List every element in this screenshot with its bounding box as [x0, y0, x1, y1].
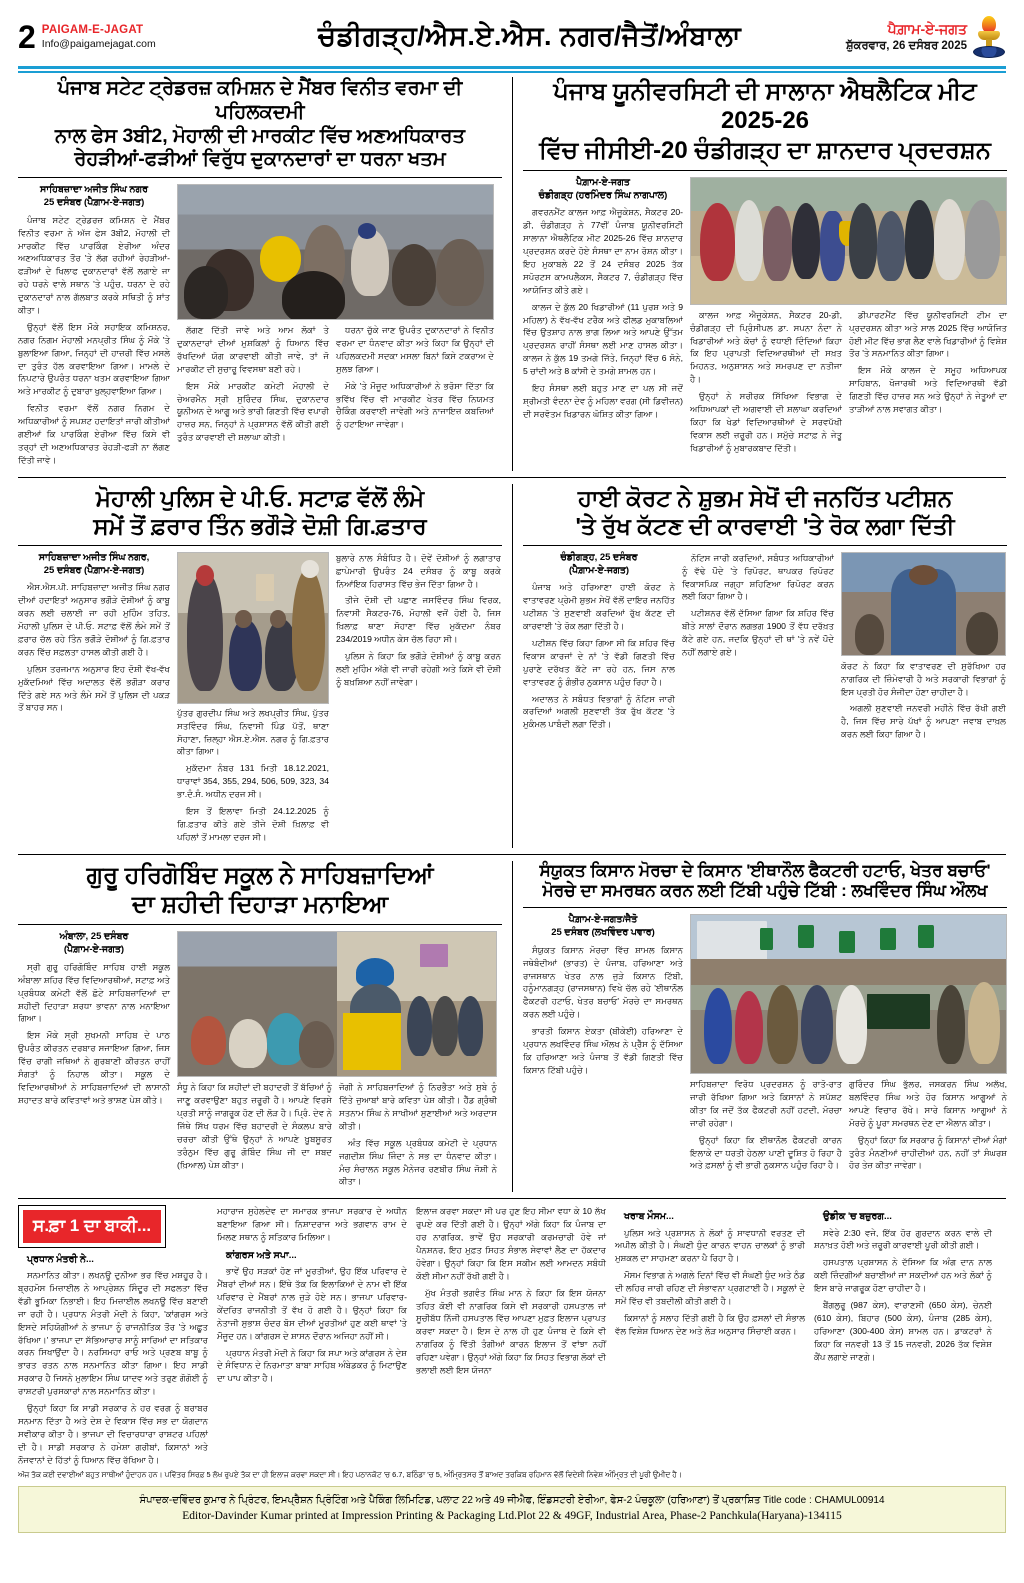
story2-photo	[690, 177, 1007, 305]
paragraph: ਪੁਲਿਸ ਤਰਜਮਾਨ ਅਨੁਸਾਰ ਇਹ ਦੋਸ਼ੀ ਵੱਖ-ਵੱਖ ਮੁਕੱਦਮਿਆਂ ਵਿੱਚ ਅਦਾਲਤ ਵੱਲੋਂ ਭਗੌੜਾ ਕਰਾਰ ਦਿੱਤੇ ਗਏ ਸਨ ਅਤੇ ਲੰਮੇ ਸਮੇਂ ਤੋਂ ਪੁਲਿਸ ਦੀ ਪਕੜ ਤੋਂ ਬਾਹਰ ਸਨ।	[18, 663, 170, 713]
paragraph: ਤੀਜੇ ਦੋਸ਼ੀ ਦੀ ਪਛਾਣ ਜਸਵਿੰਦਰ ਸਿੰਘ ਵਿਰਕ, ਨਿਵਾਸੀ ਸੈਕਟਰ-76, ਮੋਹਾਲੀ ਵਜੋਂ ਹੋਈ ਹੈ, ਜਿਸ ਖ਼ਿਲਾਫ਼ ਥਾਣਾ ਸੋਹਾਣਾ ਵਿੱਚ ਮੁਕੱਦਮਾ ਨੰਬਰ 234/2019 ਅਧੀਨ ਕੇਸ ਚੱਲ ਰਿਹਾ ਸੀ।	[336, 595, 501, 645]
story6-headline-line2: ਮੋਰਚੇ ਦਾ ਸਮਰਥਨ ਕਰਨ ਲਈ ਟਿੱਬੀ ਪਹੁੰਚੇ ਟਿੱਬੀ : ਲਖਵਿੰਦਰ ਸਿੰਘ ਔਲਖ	[542, 881, 988, 901]
story6-col2	[690, 1078, 842, 1176]
contact-email: Info@paigamejagat.com	[41, 37, 156, 50]
imprint-english: Editor-Davinder Kumar printed at Impression Printing & Packaging Ltd.Plot 22 & 49GF, Industrial Area, Phase-2 Panchkula(Haryana)-134115	[182, 1510, 842, 1523]
paragraph: ਸ੍ਰੀ ਗੁਰੂ ਹਰਿਗੋਬਿੰਦ ਸਾਹਿਬ ਹਾਈ ਸਕੂਲ ਅੰਬਾਲਾ ਸ਼ਹਿਰ ਵਿੱਚ ਵਿਦਿਆਰਥੀਆਂ, ਸਟਾਫ਼ ਅਤੇ ਪ੍ਰਬੰਧਕ ਕਮੇਟੀ ਵੱਲੋਂ ਛੋਟੇ ਸਾਹਿਬਜ਼ਾਦਿਆਂ ਦਾ ਸ਼ਹੀਦੀ ਦਿਹਾੜਾ ਸ਼ਰਧਾ ਭਾਵਨਾ ਨਾਲ ਮਨਾਇਆ ਗਿਆ।	[18, 961, 170, 1024]
paragraph: ਉਨ੍ਹਾਂ ਕਿਹਾ ਕਿ ਈਥਾਨੌਲ ਫੈਕਟਰੀ ਕਾਰਨ ਇਲਾਕੇ ਦਾ ਧਰਤੀ ਹੇਠਲਾ ਪਾਣੀ ਦੂਸ਼ਿਤ ਹੋ ਰਿਹਾ ਹੈ ਅਤੇ ਫ਼ਸਲਾਂ ਨੂੰ ਵੀ ਭਾਰੀ ਨੁਕਸਾਨ ਪਹੁੰਚ ਰਿਹਾ ਹੈ।	[690, 1134, 842, 1171]
paragraph: ਸਾਹਿਬਜ਼ਾਦਾ ਵਿਰੋਧ ਪ੍ਰਦਰਸ਼ਨ ਨੂੰ ਰਾਤੋ-ਰਾਤ ਜਾਰੀ ਰੱਖਿਆ ਗਿਆ ਅਤੇ ਕਿਸਾਨਾਂ ਨੇ ਸਪੱਸ਼ਟ ਕੀਤਾ ਕਿ ਜਦੋਂ ਤੱਕ ਫੈਕਟਰੀ ਨਹੀਂ ਹਟਦੀ, ਮੋਰਚਾ ਜਾਰੀ ਰਹੇਗਾ।	[690, 1079, 842, 1128]
brand-name-en: PAIGAM-E-JAGAT	[41, 24, 144, 37]
story1-col2	[177, 324, 329, 448]
section-title: ਚੰਡੀਗੜ੍ਹ/ਐਸ.ਏ.ਐਸ. ਨਗਰ/ਜੈਤੋਂ/ਅੰਬਾਲਾ	[317, 21, 742, 51]
jump-col-2	[217, 1205, 407, 1470]
paragraph: ਉਨ੍ਹਾਂ ਕਿਹਾ ਕਿ ਸਾਡੀ ਸਰਕਾਰ ਨੇ ਹਰ ਵਰਗ ਨੂੰ ਬਰਾਬਰ ਸਨਮਾਨ ਦਿੱਤਾ ਹੈ ਅਤੇ ਦੇਸ਼ ਦੇ ਵਿਕਾਸ ਵਿੱਚ ਸਭ ਦਾ ਯੋਗਦਾਨ ਸਵੀਕਾਰ ਕੀਤਾ ਹੈ। ਭਾਜਪਾ ਦੀ ਵਿਚਾਰਧਾਰਾ ਰਾਸ਼ਟਰ ਪਹਿਲਾਂ ਦੀ ਹੈ। ਸਾਡੀ ਸਰਕਾਰ ਨੇ ਹਮੇਸ਼ਾ ਗਰੀਬਾਂ, ਕਿਸਾਨਾਂ ਅਤੇ ਨੌਜਵਾਨਾਂ ਦੇ ਹਿੱਤਾਂ ਨੂੰ ਧਿਆਨ ਵਿੱਚ ਰੱਖਿਆ ਹੈ।	[18, 1402, 208, 1465]
story1-body	[18, 184, 502, 471]
paragraph: ਐਸ.ਐਸ.ਪੀ. ਸਾਹਿਬਜ਼ਾਦਾ ਅਜੀਤ ਸਿੰਘ ਨਗਰ ਦੀਆਂ ਹਦਾਇਤਾਂ ਅਨੁਸਾਰ ਭਗੌੜੇ ਦੋਸ਼ੀਆਂ ਨੂੰ ਕਾਬੂ ਕਰਨ ਲਈ ਚਲਾਈ ਜਾ ਰਹੀ ਮੁਹਿੰਮ ਤਹਿਤ, ਮੋਹਾਲੀ ਪੁਲਿਸ ਦੇ ਪੀ.ਓ. ਸਟਾਫ਼ ਵੱਲੋਂ ਲੰਮੇ ਸਮੇਂ ਤੋਂ ਫ਼ਰਾਰ ਚੱਲ ਰਹੇ ਤਿੰਨ ਭਗੌੜੇ ਦੋਸ਼ੀਆਂ ਨੂੰ ਗਿ.ਫ਼ਤਾਰ ਕਰਨ ਵਿੱਚ ਸਫ਼ਲਤਾ ਹਾਸਲ ਕੀਤੀ ਗਈ ਹੈ।	[18, 582, 170, 657]
paragraph: ਜੋਗੀ ਨੇ ਸਾਹਿਬਜ਼ਾਦਿਆਂ ਨੂੰ ਨਿਰਭੈਤਾ ਅਤੇ ਸੁਬੇ ਨੂੰ ਦਿੱਤੇ ਜੁਆਬਾਂ ਬਾਰੇ ਕਵਿਤਾ ਪੇਸ਼ ਕੀਤੀ। ਹੈੱਡ ਗ੍ਰੰਥੀ ਸਤਨਾਮ ਸਿੰਘ ਨੇ ਸਾਖੀਆਂ ਸੁਣਾਈਆਂ ਅਤੇ ਅਰਦਾਸ ਕੀਤੀ।	[339, 1082, 497, 1131]
torch-logo-icon	[972, 16, 1006, 58]
paragraph: ਪੁੱਤਰ ਗੁਰਦੀਪ ਸਿੰਘ ਅਤੇ ਲਖਪ੍ਰੀਤ ਸਿੰਘ, ਪੁੱਤਰ ਸਤਵਿੰਦਰ ਸਿੰਘ, ਨਿਵਾਸੀ ਪਿੰਡ ਪੱਤੋਂ, ਥਾਣਾ ਸੋਹਾਣਾ, ਜ਼ਿਲ੍ਹਾ ਐਸ.ਏ.ਐਸ. ਨਗਰ ਨੂੰ ਗਿ.ਫ਼ਤਾਰ ਕੀਤਾ ਗਿਆ।	[177, 707, 329, 757]
masthead-right	[791, 16, 1006, 58]
jump-col-1	[18, 1205, 208, 1470]
jump-col-5	[814, 1205, 992, 1470]
paragraph: ਪੁਲਿਸ ਅਤੇ ਪ੍ਰਸ਼ਾਸਨ ਨੇ ਲੋਕਾਂ ਨੂੰ ਸਾਵਧਾਨੀ ਵਰਤਣ ਦੀ ਅਪੀਲ ਕੀਤੀ ਹੈ। ਸੰਘਣੀ ਧੁੰਦ ਕਾਰਨ ਵਾਹਨ ਚਾਲਕਾਂ ਨੂੰ ਭਾਰੀ ਮੁਸ਼ਕਲ ਦਾ ਸਾਹਮਣਾ ਕਰਨਾ ਪੈ ਰਿਹਾ ਹੈ।	[615, 1227, 805, 1264]
row-divider-2	[18, 854, 1006, 855]
paragraph: ਪਟੀਸ਼ਨਰ ਵੱਲੋਂ ਦੱਸਿਆ ਗਿਆ ਕਿ ਸ਼ਹਿਰ ਵਿੱਚ ਬੀਤੇ ਸਾਲਾਂ ਦੌਰਾਨ ਲਗਭਗ 1900 ਤੋਂ ਵੱਧ ਦਰੱਖ਼ਤ ਕੱਟੇ ਗਏ ਹਨ, ਜਦਕਿ ਉਨ੍ਹਾਂ ਦੀ ਥਾਂ 'ਤੇ ਨਵੇਂ ਪੌਦੇ ਨਹੀਂ ਲਗਾਏ ਗਏ।	[682, 608, 834, 657]
jump-last-line: ਅੱਜ ਤੱਕ ਕਈ ਦਵਾਈਆਂ ਬਹੁਤ ਸਾਥੀਆਂ ਹੁੰਦਾਹਨ ਹਨ। ਪਵਿੱਤਰ ਸਿਰਫ਼ 5 ਲੱਖ ਰੁਪਏ ਤੱਕ ਦਾ ਹੀ ਇਲਾਜ ਕਰਵਾ ਸਕਦਾ ਸੀ। ਇਹ ਪਠਾਨਕੋਟ 'ਚ 6.7, ਬਠਿੰਡਾ 'ਚ 5, ਅੰਮ੍ਰਿਤਸਰ ਤੋਂ ਬਾਅਦ ਤਰਕਿਬ ਰਹਿਮਾਨ ਵੱਲੋਂ ਵਿਦੇਸ਼ੀ ਨਿਵੇਸ਼ ਅੰਮ੍ਰਿਤ ਦੀ ਪੂਰੀ ਉਮੀਦ ਹੈ।	[18, 1470, 682, 1480]
story2-headline-line2: ਵਿੱਚ ਜੀਸੀਈ-20 ਚੰਡੀਗੜ੍ਹ ਦਾ ਸ਼ਾਨਦਾਰ ਪ੍ਰਦਰਸ਼ਨ	[539, 136, 991, 164]
story3-headline	[18, 484, 502, 540]
column-divider	[512, 861, 513, 1193]
paragraph: ਇਹ ਸੰਸਥਾ ਲਈ ਬਹੁਤ ਮਾਣ ਦਾ ਪਲ ਸੀ ਜਦੋਂ ਸ਼੍ਰੀਮਤੀ ਵੰਦਨਾ ਦੇਵ ਨੂੰ ਮਹਿਲਾ ਵਰਗ (ਸੀ ਡਿਵੀਜ਼ਨ) ਦੀ ਸਰਵੋਤਮ ਖਿਡਾਰਨ ਘੋਸ਼ਿਤ ਕੀਤਾ ਗਿਆ।	[523, 383, 683, 419]
story3-byline: ਸਾਹਿਬਜ਼ਾਦਾ ਅਜੀਤ ਸਿੰਘ ਨਗਰ, 25 ਦਸੰਬਰ (ਪੈਗ਼ਾਮ-ਏ-ਜਗਤ)	[38, 551, 150, 576]
jump-col-3	[416, 1205, 606, 1470]
story2-headline	[523, 77, 1007, 165]
story4-headline-line1: ਹਾਈ ਕੋਰਟ ਨੇ ਸ਼ੁਭਮ ਸੇਖੋਂ ਦੀ ਜਨਹਿੱਤ ਪਟੀਸ਼ਨ	[577, 484, 953, 511]
story6-headline	[523, 861, 1007, 902]
story6-col1	[523, 914, 683, 1176]
story5-headline-line2: ਦਾ ਸ਼ਹੀਦੀ ਦਿਹਾੜਾ ਮਨਾਇਆ	[131, 890, 389, 918]
story3-col2	[177, 552, 329, 848]
paragraph: ਮਹਾਰਾਜ ਸੁਹੇਲਦੇਵ ਦਾ ਸਮਾਰਕ ਭਾਜਪਾ ਸਰਕਾਰ ਦੇ ਅਧੀਨ ਬਣਾਇਆ ਗਿਆ ਸੀ। ਨਿਸ਼ਾਦਰਾਜ ਅਤੇ ਭਗਵਾਨ ਰਾਮ ਦੇ ਮਿਲਣ ਸਥਾਨ ਨੂੰ ਸਤਿਕਾਰ ਮਿਲਿਆ।	[217, 1206, 407, 1243]
story5-photo-and-text	[177, 931, 497, 1192]
story-traders-commission	[18, 77, 502, 471]
paragraph: ਸਨਮਾਨਿਤ ਕੀਤਾ। ਲਖਨਊ ਦੁਨੀਆ ਭਰ ਵਿੱਚ ਮਸ਼ਹੂਰ ਹੈ। ਬ੍ਰਹਮੋਸ ਮਿਜ਼ਾਈਲ ਨੇ ਆਪ੍ਰੇਸ਼ਨ ਸਿੰਦੂਰ ਦੀ ਸਫਲਤਾ ਵਿੱਚ ਵੱਡੀ ਭੂਮਿਕਾ ਨਿਭਾਈ। ਇਹ ਮਿਜ਼ਾਈਲ ਲਖਨਊ ਵਿੱਚ ਬਣਾਈ ਜਾ ਰਹੀ ਹੈ। ਪ੍ਰਧਾਨ ਮੰਤਰੀ ਮੋਦੀ ਨੇ ਕਿਹਾ, 'ਕਾਂਗਰਸ ਅਤੇ ਇਸਦੇ ਸਹਿਯੋਗੀਆਂ ਨੇ ਭਾਜਪਾ ਨੂੰ ਰਾਜਨੀਤਿਕ ਤੌਰ 'ਤੇ ਅਛੂਤ ਰੱਖਿਆ।' ਭਾਜਪਾ ਦਾ ਸੱਭਿਆਚਾਰ ਸਾਨੂੰ ਸਾਰਿਆਂ ਦਾ ਸਤਿਕਾਰ ਕਰਨ ਸਿਖਾਉਂਦਾ ਹੈ। ਨਰਸਿਮਹਾ ਰਾਓ ਅਤੇ ਪ੍ਰਣਬ ਬਾਬੂ ਨੂੰ ਭਾਰਤ ਰਤਨ ਨਾਲ ਸਨਮਾਨਿਤ ਕੀਤਾ ਗਿਆ। ਇਹ ਸਾਡੀ ਸਰਕਾਰ ਹੈ ਜਿਸਨੇ ਮੁਲਾਇਮ ਸਿੰਘ ਯਾਦਵ ਅਤੇ ਤਰੁਣ ਗੋਗੋਈ ਨੂੰ ਰਾਸ਼ਟਰੀ ਪੁਰਸਕਾਰਾਂ ਨਾਲ ਸਨਮਾਨਿਤ ਕੀਤਾ।	[18, 1270, 208, 1397]
paragraph: ਧਰਨਾ ਚੁੱਕੇ ਜਾਣ ਉਪਰੰਤ ਦੁਕਾਨਦਾਰਾਂ ਨੇ ਵਿਨੀਤ ਵਰਮਾ ਦਾ ਧੰਨਵਾਦ ਕੀਤਾ ਅਤੇ ਕਿਹਾ ਕਿ ਉਨ੍ਹਾਂ ਦੀ ਪਹਿਲਕਦਮੀ ਸਦਕਾ ਮਸਲਾ ਬਿਨਾਂ ਕਿਸੇ ਟਕਰਾਅ ਦੇ ਸੁਲਝ ਗਿਆ।	[336, 325, 494, 374]
jump-subhead-2: ਕਾਂਗਰਸ ਅਤੇ ਸਪਾ...	[226, 1250, 297, 1261]
header-rule-bottom	[18, 71, 1006, 73]
story1-photo-and-text	[177, 184, 494, 471]
story4-col1	[523, 552, 675, 745]
paragraph: ਸੰਧੂ ਨੇ ਕਿਹਾ ਕਿ ਸ਼ਹੀਦਾਂ ਦੀ ਬਹਾਦਰੀ ਤੋਂ ਬੱਚਿਆਂ ਨੂੰ ਜਾਣੂ ਕਰਵਾਉਣਾ ਬਹੁਤ ਜ਼ਰੂਰੀ ਹੈ। ਆਪਣੇ ਵਿਰਸੇ ਪ੍ਰਤੀ ਸਾਨੂੰ ਜਾਗਰੂਕ ਹੋਣ ਦੀ ਲੋੜ ਹੈ। ਪ੍ਰਿੰ. ਦੇਵ ਨੇ ਜਿੱਥੇ ਸਿੱਖ ਧਰਮ ਵਿੱਚ ਬਹਾਦਰੀ ਦੇ ਸੰਕਲਪ ਬਾਰੇ ਚਰਚਾ ਕੀਤੀ ਉੱਥੇ ਉਨ੍ਹਾਂ ਨੇ ਆਪਣੇ ਖ਼ੂਬਸੂਰਤ ਤਰੰਨੁਮ ਵਿੱਚ ਗੁਰੂ ਗੋਬਿੰਦ ਸਿੰਘ ਜੀ ਦਾ ਸ਼ਬਦ (ਖ਼ਿਆਲ) ਪੇਸ਼ ਕੀਤਾ।	[177, 1082, 332, 1170]
story6-body	[523, 914, 1007, 1176]
story4-headline-line2: 'ਤੇ ਰੁੱਖ ਕੱਟਣ ਦੀ ਕਾਰਵਾਈ 'ਤੇ ਰੋਕ ਲਗਾ ਦਿੱਤੀ	[575, 512, 955, 539]
paragraph: ਮੁੱਖ ਮੰਤਰੀ ਭਗਵੰਤ ਸਿੰਘ ਮਾਨ ਨੇ ਕਿਹਾ ਕਿ ਇਸ ਯੋਜਨਾ ਤਹਿਤ ਕੋਈ ਵੀ ਨਾਗਰਿਕ ਕਿਸੇ ਵੀ ਸਰਕਾਰੀ ਹਸਪਤਾਲ ਜਾਂ ਸੂਚੀਬੱਧ ਨਿੱਜੀ ਹਸਪਤਾਲ ਵਿੱਚ ਆਪਣਾ ਮੁਫ਼ਤ ਇਲਾਜ ਪ੍ਰਾਪਤ ਕਰਵਾ ਸਕਦਾ ਹੈ। ਇਸ ਦੇ ਨਾਲ ਹੀ ਹੁਣ ਪੰਜਾਬ ਦੇ ਕਿਸੇ ਵੀ ਨਾਗਰਿਕ ਨੂੰ ਵਿੱਤੀ ਤੰਗੀਆਂ ਕਾਰਨ ਇਲਾਜ ਤੋਂ ਵਾਂਝਾ ਨਹੀਂ ਰਹਿਣਾ ਪਵੇਗਾ। ਉਨ੍ਹਾਂ ਅੱਗੇ ਕਿਹਾ ਕਿ ਸਿਹਤ ਵਿਭਾਗ ਲੋਕਾਂ ਦੀ ਭਲਾਈ ਲਈ ਇਸ ਯੋਜਨਾ	[416, 1287, 606, 1376]
paragraph: ਭਾਵੇਂ ਉਹ ਸੜਕਾਂ ਹੋਣ ਜਾਂ ਮੂਰਤੀਆਂ, ਉਹ ਇੱਕ ਪਰਿਵਾਰ ਦੇ ਮੈਂਬਰਾਂ ਦੀਆਂ ਸਨ। ਇੱਥੇ ਤੱਕ ਕਿ ਇਲਾਕਿਆਂ ਦੇ ਨਾਮ ਵੀ ਇੱਕ ਪਰਿਵਾਰ ਦੇ ਮੈਂਬਰਾਂ ਨਾਲ ਜੁੜੇ ਹੋਏ ਸਨ। ਭਾਜਪਾ ਪਰਿਵਾਰ-ਕੇਂਦਰਿਤ ਰਾਜਨੀਤੀ ਤੋਂ ਵੱਖ ਹੋ ਗਈ ਹੈ। ਉਨ੍ਹਾਂ ਕਿਹਾ ਕਿ ਨੇਤਾਜੀ ਸੁਭਾਸ਼ ਚੰਦਰ ਬੋਸ ਦੀਆਂ ਮੂਰਤੀਆਂ ਹੁਣ ਕਈ ਥਾਵਾਂ 'ਤੇ ਮੌਜੂਦ ਹਨ। ਕਾਂਗਰਸ ਦੇ ਸ਼ਾਸਨ ਦੌਰਾਨ ਅਜਿਹਾ ਨਹੀਂ ਸੀ।	[217, 1266, 407, 1341]
column-divider	[512, 77, 513, 471]
paragraph: ਇਸ ਤੋਂ ਇਲਾਵਾ ਮਿਤੀ 24.12.2025 ਨੂੰ ਗਿ.ਫ਼ਤਾਰ ਕੀਤੇ ਗਏ ਤੀਜੇ ਦੋਸ਼ੀ ਖ਼ਿਲਾਫ਼ ਵੀ ਪਹਿਲਾਂ ਤੋਂ ਮਾਮਲਾ ਦਰਜ ਸੀ।	[177, 806, 329, 842]
story5-body	[18, 931, 502, 1192]
paragraph: ਡੀਪਾਰਟਮੈਂਟ ਵਿੱਚ ਯੂਨੀਵਰਸਿਟੀ ਟੀਮ ਦਾ ਪ੍ਰਦਰਸ਼ਨ ਕੀਤਾ ਅਤੇ ਸਾਲ 2025 ਵਿੱਚ ਆਯੋਜਿਤ ਹੋਈ ਮੀਟ ਵਿੱਚ ਭਾਗ ਲੈਣ ਵਾਲੇ ਖਿਡਾਰੀਆਂ ਨੂੰ ਵਿਸ਼ੇਸ਼ ਤੌਰ 'ਤੇ ਸਨਮਾਨਿਤ ਕੀਤਾ ਗਿਆ।	[849, 309, 1007, 359]
story1-col3	[336, 324, 494, 448]
paragraph: ਇਸ ਮੌਕੇ ਕਾਲਜ ਦੇ ਸਮੂਹ ਅਧਿਆਪਕ ਸਾਹਿਬਾਨ, ਖੋਜਾਰਥੀ ਅਤੇ ਵਿਦਿਆਰਥੀ ਵੱਡੀ ਗਿਣਤੀ ਵਿੱਚ ਹਾਜ਼ਰ ਸਨ ਅਤੇ ਉਨ੍ਹਾਂ ਨੇ ਜੇਤੂਆਂ ਦਾ ਤਾੜੀਆਂ ਨਾਲ ਸਵਾਗਤ ਕੀਤਾ।	[849, 365, 1007, 415]
paragraph: ਕਾਲਜ ਦੇ ਕੁੱਲ 20 ਖਿਡਾਰੀਆਂ (11 ਪੁਰਸ਼ ਅਤੇ 9 ਮਹਿਲਾ) ਨੇ ਵੱਖ-ਵੱਖ ਟਰੈਕ ਅਤੇ ਫੀਲਡ ਮੁਕਾਬਲਿਆਂ ਵਿੱਚ ਉਤਸ਼ਾਹ ਨਾਲ ਭਾਗ ਲਿਆ ਅਤੇ ਆਪਣੇ ਉੱਤਮ ਪ੍ਰਦਰਸ਼ਨ ਰਾਹੀਂ ਸੰਸਥਾ ਲਈ ਮਾਣ ਹਾਸਲ ਕੀਤਾ। ਕਾਲਜ ਨੇ ਕੁੱਲ 19 ਤਮਗੇ ਜਿੱਤੇ, ਜਿਨ੍ਹਾਂ ਵਿੱਚ 6 ਸੋਨੇ, 5 ਚਾਂਦੀ ਅਤੇ 8 ਕਾਂਸੀ ਦੇ ਤਮਗੇ ਸ਼ਾਮਲ ਹਨ।	[523, 301, 683, 377]
paragraph: ਅਦਾਲਤ ਨੇ ਸਬੰਧਤ ਵਿਭਾਗਾਂ ਨੂੰ ਨੋਟਿਸ ਜਾਰੀ ਕਰਦਿਆਂ ਅਗਲੀ ਸੁਣਵਾਈ ਤੱਕ ਰੁੱਖ ਕੱਟਣ 'ਤੇ ਮੁਕੰਮਲ ਪਾਬੰਦੀ ਲਗਾ ਦਿੱਤੀ।	[523, 693, 675, 730]
story4-byline: ਚੰਡੀਗੜ੍ਹ, 25 ਦਸੰਬਰ (ਪੈਗ਼ਾਮ-ਏ-ਜਗਤ)	[560, 551, 638, 576]
paragraph: ਸੰਯੁਕਤ ਕਿਸਾਨ ਮੋਰਚਾ ਵਿੱਚ ਸ਼ਾਮਲ ਕਿਸਾਨ ਜਥੇਬੰਦੀਆਂ (ਭਾਰਤ) ਦੇ ਪੰਜਾਬ, ਹਰਿਆਣਾ ਅਤੇ ਰਾਜਸਥਾਨ ਖੇਤਰ ਨਾਲ ਜੁੜੇ ਕਿਸਾਨ ਟਿੱਬੀ, ਹਨੂੰਮਾਨਗੜ੍ਹ (ਰਾਜਸਥਾਨ) ਵਿਖੇ ਚੱਲ ਰਹੇ 'ਈਥਾਨੌਲ ਫੈਕਟਰੀ ਹਟਾਓ, ਖੇਤਰ ਬਚਾਓ' ਮੋਰਚੇ ਦਾ ਸਮਰਥਨ ਕਰਨ ਲਈ ਪਹੁੰਚੇ।	[523, 944, 683, 1020]
jump-col-4	[615, 1205, 805, 1470]
story6-photo-and-text	[690, 914, 1007, 1176]
story2-col1	[523, 177, 683, 459]
paragraph: ਕਾਲਜ ਆਫ਼ ਐਜੂਕੇਸ਼ਨ, ਸੈਕਟਰ 20-ਡੀ, ਚੰਡੀਗੜ੍ਹ ਦੀ ਪ੍ਰਿੰਸੀਪਲ ਡਾ. ਸਪਨਾ ਨੰਦਾ ਨੇ ਖਿਡਾਰੀਆਂ ਅਤੇ ਕੋਚਾਂ ਨੂੰ ਵਧਾਈ ਦਿੰਦਿਆਂ ਕਿਹਾ ਕਿ ਇਹ ਪ੍ਰਾਪਤੀ ਵਿਦਿਆਰਥੀਆਂ ਦੀ ਸਖ਼ਤ ਮਿਹਨਤ, ਅਨੁਸ਼ਾਸਨ ਅਤੇ ਸਮਰਪਣ ਦਾ ਨਤੀਜਾ ਹੈ।	[690, 309, 842, 385]
paragraph: ਪੁਲਿਸ ਨੇ ਕਿਹਾ ਕਿ ਭਗੌੜੇ ਦੋਸ਼ੀਆਂ ਨੂੰ ਕਾਬੂ ਕਰਨ ਲਈ ਮੁਹਿੰਮ ਅੱਗੇ ਵੀ ਜਾਰੀ ਰਹੇਗੀ ਅਤੇ ਕਿਸੇ ਵੀ ਦੋਸ਼ੀ ਨੂੰ ਬਖ਼ਸ਼ਿਆ ਨਹੀਂ ਜਾਵੇਗਾ।	[336, 651, 501, 687]
jump-flag-label: ਸ.ਫ਼ਾ 1 ਦਾ ਬਾਕੀ...	[21, 1208, 163, 1245]
story3-body	[18, 552, 502, 848]
row-divider-1	[18, 477, 1006, 478]
row-three	[18, 861, 1006, 1193]
row-one	[18, 77, 1006, 471]
story-high-court-trees	[523, 484, 1007, 848]
page-number: 2	[18, 18, 35, 55]
story4-col3	[841, 552, 1006, 745]
paragraph: ਨੋਟਿਸ ਜਾਰੀ ਕਰਦਿਆਂ, ਸਬੰਧਤ ਅਧਿਕਾਰੀਆਂ ਨੂੰ ਵੱਢੇ ਪੌਦੇ 'ਤੇ ਰਿਪੋਰਟ, ਥਾਪਕਰ ਰਿਪੋਰਟ ਵਿਕਾਸਪਿਕ ਜਗ੍ਹਾ ਸ਼ਹਿਣਿਆ ਰਿਪੋਰਟ ਕਰਨ ਲਈ ਕਿਹਾ ਗਿਆ ਹੈ।	[682, 552, 834, 602]
masthead-logo-text	[846, 21, 967, 53]
paragraph: ਪਟੀਸ਼ਨ ਵਿੱਚ ਕਿਹਾ ਗਿਆ ਸੀ ਕਿ ਸ਼ਹਿਰ ਵਿੱਚ ਵਿਕਾਸ ਕਾਰਜਾਂ ਦੇ ਨਾਂ 'ਤੇ ਵੱਡੀ ਗਿਣਤੀ ਵਿੱਚ ਪੁਰਾਣੇ ਦਰੱਖਤ ਕੱਟੇ ਜਾ ਰਹੇ ਹਨ, ਜਿਸ ਨਾਲ ਵਾਤਾਵਰਣ ਨੂੰ ਗੰਭੀਰ ਨੁਕਸਾਨ ਪਹੁੰਚ ਰਿਹਾ ਹੈ।	[523, 637, 675, 687]
story2-body	[523, 177, 1007, 459]
story3-photo	[177, 552, 329, 704]
header-rule-top	[18, 66, 1006, 69]
story2-byline: ਪੈਗ਼ਾਮ-ਏ-ਜਗਤ ਚੰਡੀਗੜ੍ਹ (ਹਰਮਿੰਦਰ ਸਿੰਘ ਨਾਗਪਾਲ)	[538, 176, 668, 201]
paragraph: ਇਸ ਮੌਕੇ ਸ੍ਰੀ ਸੁਖਮਨੀ ਸਾਹਿਬ ਦੇ ਪਾਠ ਉਪਰੰਤ ਕੀਰਤਨ ਦਰਬਾਰ ਸਜਾਇਆ ਗਿਆ, ਜਿਸ ਵਿੱਚ ਰਾਗੀ ਜਥਿਆਂ ਨੇ ਗੁਰਬਾਣੀ ਕੀਰਤਨ ਰਾਹੀਂ ਸੰਗਤਾਂ ਨੂੰ ਨਿਹਾਲ ਕੀਤਾ। ਸਕੂਲ ਦੇ ਵਿਦਿਆਰਥੀਆਂ ਨੇ ਸਾਹਿਬਜ਼ਾਦਿਆਂ ਦੀ ਲਾਸਾਨੀ ਸ਼ਹਾਦਤ ਬਾਰੇ ਕਵਿਤਾਵਾਂ ਅਤੇ ਭਾਸ਼ਣ ਪੇਸ਼ ਕੀਤੇ।	[18, 1030, 170, 1105]
paragraph: ਕੋਰਟ ਨੇ ਕਿਹਾ ਕਿ ਵਾਤਾਵਰਣ ਦੀ ਸੁਰੱਖਿਆ ਹਰ ਨਾਗਰਿਕ ਦੀ ਜ਼ਿੰਮੇਵਾਰੀ ਹੈ ਅਤੇ ਸਰਕਾਰੀ ਵਿਭਾਗਾਂ ਨੂੰ ਇਸ ਪ੍ਰਤੀ ਹੋਰ ਸੰਜੀਦਾ ਹੋਣਾ ਚਾਹੀਦਾ ਹੈ।	[841, 660, 1006, 697]
paragraph: ਗਵਰਨਮੈਂਟ ਕਾਲਜ ਆਫ਼ ਐਜੂਕੇਸ਼ਨ, ਸੈਕਟਰ 20-ਡੀ, ਚੰਡੀਗੜ੍ਹ ਨੇ 77ਵੀਂ ਪੰਜਾਬ ਯੂਨੀਵਰਸਿਟੀ ਸਾਲਾਨਾ ਐਥਲੈਟਿਕ ਮੀਟ 2025-26 ਵਿੱਚ ਸ਼ਾਨਦਾਰ ਪ੍ਰਦਰਸ਼ਨ ਕਰਦੇ ਹੋਏ ਸੰਸਥਾ ਦਾ ਨਾਮ ਰੋਸ਼ਨ ਕੀਤਾ। ਇਹ ਮੁਕਾਬਲੇ 22 ਤੋਂ 24 ਦਸੰਬਰ 2025 ਤੱਕ ਸਪੋਰਟਸ ਕਾਮਪਲੈਕਸ, ਸੈਕਟਰ 7, ਚੰਡੀਗੜ੍ਹ ਵਿੱਚ ਆਯੋਜਿਤ ਕੀਤੇ ਗਏ।	[523, 207, 683, 295]
paragraph: ਇਸ ਮੌਕੇ ਮਾਰਕੀਟ ਕਮੇਟੀ ਮੋਹਾਲੀ ਦੇ ਚੇਅਰਮੈਨ ਸ੍ਰੀ ਸੁਰਿੰਦਰ ਸਿੰਘ, ਦੁਕਾਨਦਾਰ ਯੂਨੀਅਨ ਦੇ ਆਗੂ ਅਤੇ ਭਾਰੀ ਗਿਣਤੀ ਵਿੱਚ ਵਪਾਰੀ ਹਾਜ਼ਰ ਸਨ, ਜਿਨ੍ਹਾਂ ਨੇ ਪ੍ਰਸ਼ਾਸਨ ਵੱਲੋਂ ਕੀਤੀ ਗਈ ਤੁਰੰਤ ਕਾਰਵਾਈ ਦੀ ਸ਼ਲਾਘਾ ਕੀਤੀ।	[177, 380, 329, 443]
story5-photo	[177, 931, 497, 1077]
story-farmers-morcha	[523, 861, 1007, 1193]
masthead-left	[18, 18, 268, 55]
jump-subhead-4: ਖਰਾਬ ਮੌਸਮ...	[624, 1211, 674, 1223]
story1-headline	[18, 77, 502, 172]
paragraph: ਗੁਰਿੰਦਰ ਸਿੰਘ ਭੁੱਲਰ, ਜਸਕਰਨ ਸਿੰਘ ਅਲੱਖ, ਬਲਵਿੰਦਰ ਸਿੰਘ ਅਤੇ ਹੋਰ ਕਿਸਾਨ ਆਗੂਆਂ ਨੇ ਆਪਣੇ ਵਿਚਾਰ ਰੱਖੇ। ਸਾਰੇ ਕਿਸਾਨ ਆਗੂਆਂ ਨੇ ਮੋਰਚੇ ਨੂੰ ਪੂਰਾ ਸਮਰਥਨ ਦੇਣ ਦਾ ਐਲਾਨ ਕੀਤਾ।	[849, 1079, 1007, 1128]
story2-headline-line1: ਪੰਜਾਬ ਯੂਨੀਵਰਸਿਟੀ ਦੀ ਸਾਲਾਨਾ ਐਥਲੈਟਿਕ ਮੀਟ 2025-26	[553, 78, 977, 135]
publication-date: ਸ਼ੁੱਕਰਵਾਰ, 26 ਦਸੰਬਰ 2025	[846, 39, 967, 52]
masthead	[18, 0, 1006, 62]
imprint-footer	[18, 1486, 1006, 1532]
paragraph: ਅੰਤ ਵਿੱਚ ਸਕੂਲ ਪ੍ਰਬੰਧਕ ਕਮੇਟੀ ਦੇ ਪ੍ਰਧਾਨ ਜਗਦੀਸ਼ ਸਿੰਘ ਜਿੰਦਾ ਨੇ ਸਭ ਦਾ ਧੰਨਵਾਦ ਕੀਤਾ। ਮੰਚ ਸੰਚਾਲਨ ਸਕੂਲ ਮੈਨੇਜਰ ਰਣਬੀਰ ਸਿੰਘ ਜੋਸ਼ੀ ਨੇ ਕੀਤਾ।	[339, 1137, 497, 1187]
story3-col1	[18, 552, 170, 848]
story6-col3	[849, 1078, 1007, 1176]
jump-subhead-1: ਪ੍ਰਧਾਨ ਮੰਤਰੀ ਨੇ...	[27, 1253, 94, 1265]
column-divider	[512, 484, 513, 848]
masthead-brand	[42, 24, 156, 49]
story3-headline-line1: ਮੋਹਾਲੀ ਪੁਲਿਸ ਦੇ ਪੀ.ਓ. ਸਟਾਫ਼ ਵੱਲੋਂ ਲੰਮੇ	[95, 484, 425, 511]
story1-headline-line2: ਨਾਲ ਫੇਸ 3ਬੀ2, ਮੋਹਾਲੀ ਦੀ ਮਾਰਕੀਟ ਵਿੱਚ ਅਣਅਧਿਕਾਰਤ	[55, 124, 465, 147]
story6-photo	[690, 914, 1007, 1074]
paragraph: ਉਨ੍ਹਾਂ ਨੇ ਸਰੀਰਕ ਸਿੱਖਿਆ ਵਿਭਾਗ ਦੇ ਅਧਿਆਪਕਾਂ ਦੀ ਅਗਵਾਈ ਦੀ ਸ਼ਲਾਘਾ ਕਰਦਿਆਂ ਕਿਹਾ ਕਿ ਖੇਡਾਂ ਵਿਦਿਆਰਥੀਆਂ ਦੇ ਸਰਵਪੱਖੀ ਵਿਕਾਸ ਲਈ ਜ਼ਰੂਰੀ ਹਨ। ਸਮੁੱਚੇ ਸਟਾਫ਼ ਨੇ ਜੇਤੂ ਖਿਡਾਰੀਆਂ ਨੂੰ ਮੁਬਾਰਕਬਾਦ ਦਿੱਤੀ।	[690, 391, 842, 453]
paragraph: ਬੈਂਗਲੁਰੂ (987 ਕੇਸ), ਵਾਰਾਣਸੀ (650 ਕੇਸ), ਚੇਨਈ (610 ਕੇਸ), ਬਿਹਾਰ (500 ਕੇਸ), ਪੰਜਾਬ (285 ਕੇਸ), ਹਰਿਆਣਾ (300-400 ਕੇਸ) ਸ਼ਾਮਲ ਹਨ। ਡਾਕਟਰਾਂ ਨੇ ਕਿਹਾ ਕਿ ਜਨਵਰੀ 13 ਤੋਂ 15 ਜਨਵਰੀ, 2026 ਤੱਕ ਵਿਸ਼ੇਸ਼ ਕੈਂਪ ਲਗਾਏ ਜਾਣਗੇ।	[814, 1300, 992, 1362]
paragraph: ਅਗਲੀ ਸੁਣਵਾਈ ਜਨਵਰੀ ਮਹੀਨੇ ਵਿੱਚ ਰੱਖੀ ਗਈ ਹੈ, ਜਿਸ ਵਿੱਚ ਸਾਰੇ ਪੱਖਾਂ ਨੂੰ ਆਪਣਾ ਜਵਾਬ ਦਾਖ਼ਲ ਕਰਨ ਲਈ ਕਿਹਾ ਗਿਆ ਹੈ।	[841, 703, 1006, 740]
story1-byline: ਸਾਹਿਬਜ਼ਾਦਾ ਅਜੀਤ ਸਿੰਘ ਨਗਰ 25 ਦਸੰਬਰ (ਪੈਗ਼ਾਮ-ਏ-ਜਗਤ)	[40, 184, 148, 208]
story4-photo	[841, 552, 1006, 656]
story4-col2	[682, 552, 834, 745]
jump-subhead-5: ਉਡੀਕ 'ਚ ਬਜ਼ੁਰਗ...	[823, 1211, 892, 1223]
story5-byline: ਅੰਬਾਲਾ, 25 ਦਸੰਬਰ (ਪੈਗ਼ਾਮ-ਏ-ਜਗਤ)	[59, 931, 129, 956]
story2-photo-and-text	[690, 177, 1007, 459]
story4-body	[523, 552, 1007, 745]
paragraph: ਵਿਨੀਤ ਵਰਮਾ ਵੱਲੋਂ ਨਗਰ ਨਿਗਮ ਦੇ ਅਧਿਕਾਰੀਆਂ ਨੂੰ ਸਪਸ਼ਟ ਹਦਾਇਤਾਂ ਜਾਰੀ ਕੀਤੀਆਂ ਗਈਆਂ ਕਿ ਪਾਰਕਿੰਗ ਏਰੀਆ ਵਿੱਚ ਕਿਸੇ ਵੀ ਤਰ੍ਹਾਂ ਦੀ ਅਣਅਧਿਕਾਰਤ ਰੇਹੜੀ-ਫੜੀ ਨਾ ਲੱਗਣ ਦਿੱਤੀ ਜਾਵੇ।	[18, 403, 170, 465]
story1-photo	[177, 184, 494, 320]
paragraph: ਪੰਜਾਬ ਸਟੇਟ ਟ੍ਰੇਡਰਜ਼ ਕਮਿਸ਼ਨ ਦੇ ਮੈਂਬਰ ਵਿਨੀਤ ਵਰਮਾ ਨੇ ਅੱਜ ਫੇਸ 3ਬੀ2, ਮੋਹਾਲੀ ਦੀ ਮਾਰਕੀਟ ਵਿੱਚ ਪਾਰਕਿੰਗ ਏਰੀਆ ਅੰਦਰ ਅਣਅਧਿਕਾਰਤ ਤੌਰ 'ਤੇ ਲੱਗ ਰਹੀਆਂ ਰੇਹੜੀਆਂ-ਫੜੀਆਂ ਦੇ ਖਿਲਾਫ ਦੁਕਾਨਦਾਰਾਂ ਵੱਲੋਂ ਲਗਾਏ ਜਾ ਰਹੇ ਧਰਨੇ ਵਾਲੇ ਸਥਾਨ 'ਤੇ ਪਹੁੰਚ, ਧਰਨਾ ਦੇ ਰਹੇ ਦੁਕਾਨਦਾਰਾਂ ਨਾਲ ਗੱਲਬਾਤ ਕਰਕੇ ਸਥਿਤੀ ਨੂੰ ਸ਼ਾਂਤ ਕੀਤਾ।	[18, 214, 170, 315]
jump-section	[18, 1205, 1006, 1470]
masthead-center	[268, 21, 791, 53]
paragraph: ਸਵੇਰੇ 2:30 ਵਜੇ, ਇੱਕ ਹੋਰ ਗੁਰਦਾਨ ਕਰਨ ਵਾਲੇ ਦੀ ਸ਼ਨਾਖ਼ਤ ਹੋਈ ਅਤੇ ਜ਼ਰੂਰੀ ਕਾਰਵਾਈ ਪੂਰੀ ਕੀਤੀ ਗਈ।	[814, 1227, 992, 1251]
story5-col2	[177, 1081, 332, 1192]
paragraph: ਮੁਕੱਦਮਾ ਨੰਬਰ 131 ਮਿਤੀ 18.12.2021, ਧਾਰਾਵਾਂ 354, 355, 294, 506, 509, 323, 34 ਭਾ.ਦੰ.ਸੰ. ਅਧੀਨ ਦਰਜ ਸੀ।	[177, 763, 329, 800]
paragraph: ਮੌਕੇ 'ਤੇ ਮੌਜੂਦ ਅਧਿਕਾਰੀਆਂ ਨੇ ਭਰੋਸਾ ਦਿੱਤਾ ਕਿ ਭਵਿੱਖ ਵਿੱਚ ਵੀ ਮਾਰਕੀਟ ਖੇਤਰ ਵਿੱਚ ਨਿਯਮਤ ਚੈਕਿੰਗ ਕਰਵਾਈ ਜਾਵੇਗੀ ਅਤੇ ਨਾਜਾਇਜ਼ ਕਬਜ਼ਿਆਂ ਨੂੰ ਹਟਾਇਆ ਜਾਵੇਗਾ।	[336, 380, 494, 430]
story3-col3	[336, 552, 501, 848]
paragraph: ਲੱਗਣ ਦਿੱਤੀ ਜਾਵੇ ਅਤੇ ਆਮ ਲੋਕਾਂ ਤੇ ਦੁਕਾਨਦਾਰਾਂ ਦੀਆਂ ਮੁਸ਼ਕਿਲਾਂ ਨੂੰ ਧਿਆਨ ਵਿੱਚ ਰੱਖਦਿਆਂ ਯੋਗ ਕਾਰਵਾਈ ਕੀਤੀ ਜਾਵੇ, ਤਾਂ ਜੋ ਮਾਰਕੀਟ ਦੀ ਸੁਚਾਰੂ ਵਿਵਸਥਾ ਬਣੀ ਰਹੇ।	[177, 325, 329, 374]
paragraph: ਹਸਪਤਾਲ ਪ੍ਰਸ਼ਾਸਨ ਨੇ ਦੱਸਿਆ ਕਿ ਅੰਗ ਦਾਨ ਨਾਲ ਕਈ ਜ਼ਿੰਦਗੀਆਂ ਬਚਾਈਆਂ ਜਾ ਸਕਦੀਆਂ ਹਨ ਅਤੇ ਲੋਕਾਂ ਨੂੰ ਇਸ ਬਾਰੇ ਜਾਗਰੂਕ ਹੋਣਾ ਚਾਹੀਦਾ ਹੈ।	[814, 1257, 992, 1294]
imprint-punjabi: ਸੰਪਾਦਕ-ਦਵਿੰਦਰ ਕੁਮਾਰ ਨੇ ਪ੍ਰਿੰਟਰ, ਇਮਪ੍ਰੈਸ਼ਨ ਪ੍ਰਿੰਟਿੰਗ ਅਤੇ ਪੈਕਿੰਗ ਲਿਮਿਟਿਡ, ਪਲਾਟ 22 ਅਤੇ 49 ਜੀਐਫ, ਇੰਡਸਟਰੀ ਏਰੀਆ, ਫੇਸ-2 ਪੰਚਕੂਲਾ (ਹਰਿਆਣਾ) ਤੋਂ ਪ੍ਰਕਾਸ਼ਿਤ Title code : CHAMUL00914	[139, 1495, 885, 1507]
paragraph: ਇਲਾਜ ਕਰਵਾ ਸਕਦਾ ਸੀ ਪਰ ਹੁਣ ਇਹ ਸੀਮਾ ਵਧਾ ਕੇ 10 ਲੱਖ ਰੁਪਏ ਕਰ ਦਿੱਤੀ ਗਈ ਹੈ। ਉਨ੍ਹਾਂ ਅੱਗੇ ਕਿਹਾ ਕਿ ਪੰਜਾਬ ਦਾ ਹਰ ਨਾਗਰਿਕ, ਭਾਵੇਂ ਉਹ ਸਰਕਾਰੀ ਕਰਮਚਾਰੀ ਹੋਵੇ ਜਾਂ ਪੈਨਸ਼ਨਰ, ਇਹ ਮੁਫ਼ਤ ਸਿਹਤ ਸੰਭਾਲ ਸੇਵਾਵਾਂ ਲੈਣ ਦਾ ਹੱਕਦਾਰ ਹੋਵੇਗਾ। ਉਨ੍ਹਾਂ ਕਿਹਾ ਕਿ ਇਸ ਸਕੀਮ ਲਈ ਆਮਦਨ ਸਬੰਧੀ ਕੋਈ ਸੀਮਾ ਨਹੀਂ ਰੱਖੀ ਗਈ ਹੈ।	[416, 1206, 606, 1281]
story2-col2	[690, 309, 842, 459]
story5-headline-line1: ਗੁਰੂ ਹਰਿਗੋਬਿੰਦ ਸਕੂਲ ਨੇ ਸਾਹਿਬਜ਼ਾਦਿਆਂ	[86, 861, 434, 889]
story-police-arrests	[18, 484, 502, 848]
paragraph: ਪ੍ਰਧਾਨ ਮੰਤਰੀ ਮੋਦੀ ਨੇ ਕਿਹਾ ਕਿ ਸਪਾ ਅਤੇ ਕਾਂਗਰਸ ਨੇ ਦੇਸ਼ ਦੇ ਸੰਵਿਧਾਨ ਦੇ ਨਿਰਮਾਤਾ ਬਾਬਾ ਸਾਹਿਬ ਅੰਬੇਡਕਰ ਨੂੰ ਮਿਟਾਉਣ ਦਾ ਪਾਪ ਕੀਤਾ ਹੈ।	[217, 1347, 407, 1384]
paragraph: ਭਾਰਤੀ ਕਿਸਾਨ ਏਕਤਾ (ਬੀਕੇਈ) ਹਰਿਆਣਾ ਦੇ ਪ੍ਰਧਾਨ ਲਖਵਿੰਦਰ ਸਿੰਘ ਔਲਖ ਨੇ ਪ੍ਰੈੱਸ ਨੂੰ ਦੱਸਿਆ ਕਿ ਹਰਿਆਣਾ ਅਤੇ ਪੰਜਾਬ ਤੋਂ ਵੱਡੀ ਗਿਣਤੀ ਵਿੱਚ ਕਿਸਾਨ ਟਿੱਬੀ ਪਹੁੰਚੇ।	[523, 1026, 683, 1075]
story6-headline-line1: ਸੰਯੁਕਤ ਕਿਸਾਨ ਮੋਰਚਾ ਦੇ ਕਿਸਾਨ 'ਈਥਾਨੌਲ ਫੈਕਟਰੀ ਹਟਾਓ, ਖੇਤਰ ਬਚਾਓ'	[539, 860, 991, 880]
paragraph: ਮੌਸਮ ਵਿਭਾਗ ਨੇ ਅਗਲੇ ਦਿਨਾਂ ਵਿੱਚ ਵੀ ਸੰਘਣੀ ਧੁੰਦ ਅਤੇ ਠੰਡ ਦੀ ਲਹਿਰ ਜਾਰੀ ਰਹਿਣ ਦੀ ਸੰਭਾਵਨਾ ਪ੍ਰਗਟਾਈ ਹੈ। ਸਕੂਲਾਂ ਦੇ ਸਮੇਂ ਵਿੱਚ ਵੀ ਤਬਦੀਲੀ ਕੀਤੀ ਗਈ ਹੈ।	[615, 1270, 806, 1307]
paragraph: ਕਿਸਾਨਾਂ ਨੂੰ ਸਲਾਹ ਦਿੱਤੀ ਗਈ ਹੈ ਕਿ ਉਹ ਫ਼ਸਲਾਂ ਦੀ ਸੰਭਾਲ ਵੱਲ ਵਿਸ਼ੇਸ਼ ਧਿਆਨ ਦੇਣ ਅਤੇ ਲੋੜ ਅਨੁਸਾਰ ਸਿੰਚਾਈ ਕਰਨ।	[615, 1312, 805, 1336]
story4-headline	[523, 484, 1007, 540]
paragraph: ਪੰਜਾਬ ਅਤੇ ਹਰਿਆਣਾ ਹਾਈ ਕੋਰਟ ਨੇ ਵਾਤਾਵਰਣ ਪ੍ਰੇਮੀ ਸ਼ੁਭਮ ਸੇਖੋਂ ਵੱਲੋਂ ਦਾਇਰ ਜਨਹਿੱਤ ਪਟੀਸ਼ਨ 'ਤੇ ਸੁਣਵਾਈ ਕਰਦਿਆਂ ਰੁੱਖ ਕੱਟਣ ਦੀ ਕਾਰਵਾਈ 'ਤੇ ਰੋਕ ਲਗਾ ਦਿੱਤੀ ਹੈ।	[523, 582, 675, 632]
story5-col3	[339, 1081, 497, 1192]
story-athletic-meet	[523, 77, 1007, 471]
story-school-martyrdom	[18, 861, 502, 1193]
jump-flag	[18, 1205, 166, 1248]
story1-headline-line1: ਪੰਜਾਬ ਸਟੇਟ ਟ੍ਰੇਡਰਜ਼ ਕਮਿਸ਼ਨ ਦੇ ਮੈਂਬਰ ਵਿਨੀਤ ਵਰਮਾ ਦੀ ਪਹਿਲਕਦਮੀ	[57, 77, 463, 123]
paragraph: ਉਨ੍ਹਾਂ ਵੱਲੋਂ ਇਸ ਮੌਕੇ ਸਹਾਇਕ ਕਮਿਸ਼ਨਰ, ਨਗਰ ਨਿਗਮ ਮੋਹਾਲੀ ਮਨਪ੍ਰੀਤ ਸਿੰਘ ਨੂੰ ਮੌਕੇ 'ਤੇ ਬੁਲਾਇਆ ਗਿਆ, ਜਿਨ੍ਹਾਂ ਦੀ ਹਾਜ਼ਰੀ ਵਿੱਚ ਮਸਲੇ ਦਾ ਤੁਰੰਤ ਹੱਲ ਕਰਵਾਇਆ ਗਿਆ। ਮਾਮਲੇ ਦੇ ਨਿਪਟਾਰੇ ਉਪਰੰਤ ਧਰਨਾ ਖਤਮ ਕਰਵਾਇਆ ਗਿਆ ਅਤੇ ਮਾਰਕੀਟ ਨੂੰ ਦੁਬਾਰਾ ਖੁਲ੍ਹਵਾਇਆ ਗਿਆ।	[18, 321, 170, 397]
story1-col1	[18, 184, 170, 471]
paragraph: ਬੁਲਾਰੇ ਨਾਲ ਸੰਬੰਧਿਤ ਹੈ। ਦੋਵੇਂ ਦੋਸ਼ੀਆਂ ਨੂੰ ਲਗਾਤਾਰ ਛਾਪੇਮਾਰੀ ਉਪਰੰਤ 24 ਦਸੰਬਰ ਨੂੰ ਕਾਬੂ ਕਰਕੇ ਨਿਆਂਇਕ ਹਿਰਾਸਤ ਵਿੱਚ ਭੇਜ ਦਿੱਤਾ ਗਿਆ ਹੈ।	[336, 552, 501, 589]
story3-headline-line2: ਸਮੇਂ ਤੋਂ ਫ਼ਰਾਰ ਤਿੰਨ ਭਗੌੜੇ ਦੋਸ਼ੀ ਗਿ.ਫ਼ਤਾਰ	[93, 512, 427, 539]
row-two	[18, 484, 1006, 848]
story2-col3	[849, 309, 1007, 459]
row-divider-3	[18, 1198, 1006, 1199]
paragraph: ਉਨ੍ਹਾਂ ਕਿਹਾ ਕਿ ਸਰਕਾਰ ਨੂੰ ਕਿਸਾਨਾਂ ਦੀਆਂ ਮੰਗਾਂ ਤੁਰੰਤ ਮੰਨਣੀਆਂ ਚਾਹੀਦੀਆਂ ਹਨ, ਨਹੀਂ ਤਾਂ ਸੰਘਰਸ਼ ਹੋਰ ਤੇਜ਼ ਕੀਤਾ ਜਾਵੇਗਾ।	[849, 1134, 1007, 1171]
story1-headline-line3: ਰੇਹੜੀਆਂ-ਫੜੀਆਂ ਵਿਰੁੱਧ ਦੁਕਾਨਦਾਰਾਂ ਦਾ ਧਰਨਾ ਖਤਮ	[74, 148, 446, 171]
story5-headline	[18, 861, 502, 920]
publication-logo-text: ਪੈਗ਼ਾਮ-ਏ-ਜਗਤ	[887, 21, 967, 38]
story5-col1	[18, 931, 170, 1192]
story6-byline: ਪੈਗ਼ਾਮ-ਏ-ਜਗਤ/ਜੈਤੋ 25 ਦਸੰਬਰ (ਲਖਵਿੰਦਰ ਪਵਾਰ)	[551, 914, 655, 938]
